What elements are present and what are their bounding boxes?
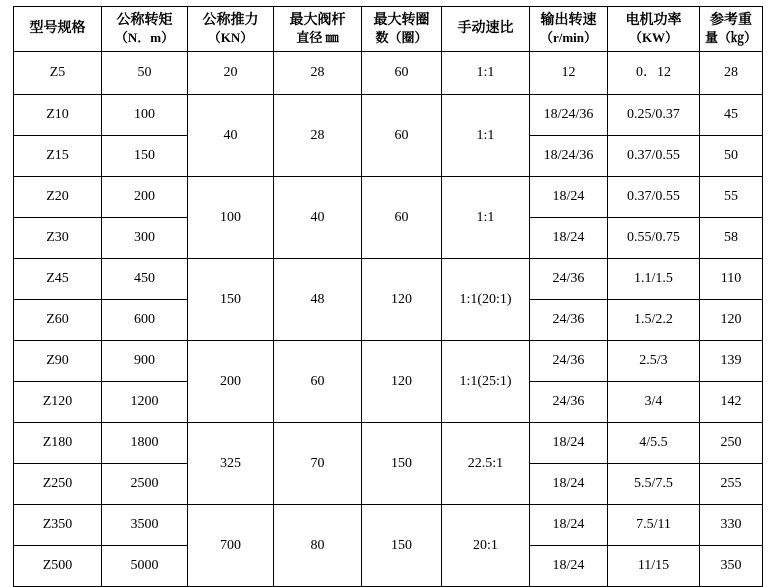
- cell-model: Z5: [14, 52, 102, 95]
- cell-motor-power: 11/15: [608, 546, 700, 587]
- cell-model: Z250: [14, 464, 102, 505]
- cell-stem-diameter: 80: [274, 505, 362, 587]
- cell-manual-ratio: 1:1: [442, 95, 530, 177]
- header-cell-manual-ratio: [442, 7, 530, 52]
- header-unit: （KW）: [628, 29, 679, 45]
- cell-max-turns: 60: [362, 52, 442, 95]
- cell-weight: 55: [700, 177, 763, 218]
- table-row: [14, 505, 763, 546]
- header-row: [14, 7, 763, 52]
- table-header: [14, 7, 763, 52]
- cell-output-speed: 18/24: [530, 423, 608, 464]
- cell-weight: 350: [700, 546, 763, 587]
- cell-output-speed: 24/36: [530, 300, 608, 341]
- cell-model: Z350: [14, 505, 102, 546]
- cell-model: Z30: [14, 218, 102, 259]
- cell-motor-power: 0．12: [608, 52, 700, 95]
- cell-stem-diameter: 60: [274, 341, 362, 423]
- header-title: 型号规格: [29, 21, 86, 37]
- cell-motor-power: 0.25/0.37: [608, 95, 700, 136]
- header-cell-max-turns: [362, 7, 442, 52]
- table-body: [14, 52, 763, 587]
- cell-torque: 450: [102, 259, 188, 300]
- cell-weight: 255: [700, 464, 763, 505]
- cell-torque: 200: [102, 177, 188, 218]
- cell-thrust: 700: [188, 505, 274, 587]
- cell-torque: 600: [102, 300, 188, 341]
- cell-max-turns: 60: [362, 95, 442, 177]
- cell-output-speed: 18/24: [530, 546, 608, 587]
- cell-torque: 100: [102, 95, 188, 136]
- cell-output-speed: 24/36: [530, 382, 608, 423]
- cell-weight: 50: [700, 136, 763, 177]
- cell-max-turns: 120: [362, 259, 442, 341]
- header-unit: （r/min）: [539, 29, 598, 45]
- specification-table: [13, 6, 763, 587]
- cell-output-speed: 24/36: [530, 259, 608, 300]
- cell-manual-ratio: 1:1: [442, 52, 530, 95]
- cell-weight: 120: [700, 300, 763, 341]
- cell-thrust: 325: [188, 423, 274, 505]
- cell-torque: 900: [102, 341, 188, 382]
- header-cell-model: [14, 7, 102, 52]
- header-cell-output-speed: [530, 7, 608, 52]
- cell-output-speed: 12: [530, 52, 608, 95]
- cell-thrust: 20: [188, 52, 274, 95]
- header-title: 最大阀杆: [289, 13, 346, 29]
- table-row: [14, 52, 763, 95]
- cell-weight: 139: [700, 341, 763, 382]
- cell-torque: 1800: [102, 423, 188, 464]
- cell-max-turns: 120: [362, 341, 442, 423]
- cell-manual-ratio: 22.5:1: [442, 423, 530, 505]
- header-cell-weight: [700, 7, 763, 52]
- cell-weight: 28: [700, 52, 763, 95]
- cell-thrust: 40: [188, 95, 274, 177]
- header-cell-thrust: [188, 7, 274, 52]
- cell-stem-diameter: 40: [274, 177, 362, 259]
- cell-torque: 5000: [102, 546, 188, 587]
- cell-output-speed: 24/36: [530, 341, 608, 382]
- header-title: 公称转矩: [116, 13, 173, 29]
- header-cell-stem-diameter: [274, 7, 362, 52]
- table-row: [14, 423, 763, 464]
- header-title: 输出转速: [540, 13, 597, 29]
- cell-weight: 45: [700, 95, 763, 136]
- cell-model: Z10: [14, 95, 102, 136]
- cell-output-speed: 18/24: [530, 177, 608, 218]
- cell-motor-power: 4/5.5: [608, 423, 700, 464]
- cell-model: Z120: [14, 382, 102, 423]
- header-title: 最大转圈: [373, 13, 430, 29]
- cell-weight: 110: [700, 259, 763, 300]
- cell-weight: 142: [700, 382, 763, 423]
- cell-model: Z45: [14, 259, 102, 300]
- table-row: [14, 259, 763, 300]
- table-row: [14, 177, 763, 218]
- header-title: 参考重: [710, 13, 752, 29]
- cell-model: Z90: [14, 341, 102, 382]
- cell-motor-power: 1.5/2.2: [608, 300, 700, 341]
- cell-motor-power: 3/4: [608, 382, 700, 423]
- cell-stem-diameter: 28: [274, 95, 362, 177]
- header-title: 电机功率: [625, 13, 682, 29]
- cell-max-turns: 150: [362, 505, 442, 587]
- cell-motor-power: 0.55/0.75: [608, 218, 700, 259]
- cell-motor-power: 5.5/7.5: [608, 464, 700, 505]
- cell-output-speed: 18/24: [530, 505, 608, 546]
- cell-model: Z20: [14, 177, 102, 218]
- cell-torque: 3500: [102, 505, 188, 546]
- cell-manual-ratio: 20:1: [442, 505, 530, 587]
- table-row: [14, 341, 763, 382]
- header-cell-motor-power: [608, 7, 700, 52]
- header-title: 手动速比: [457, 21, 514, 37]
- cell-torque: 1200: [102, 382, 188, 423]
- cell-max-turns: 150: [362, 423, 442, 505]
- cell-torque: 50: [102, 52, 188, 95]
- cell-stem-diameter: 70: [274, 423, 362, 505]
- cell-weight: 58: [700, 218, 763, 259]
- cell-manual-ratio: 1:1(20:1): [442, 259, 530, 341]
- table-row: [14, 95, 763, 136]
- cell-weight: 330: [700, 505, 763, 546]
- cell-manual-ratio: 1:1: [442, 177, 530, 259]
- header-unit: 直径 ㎜: [296, 29, 339, 45]
- cell-motor-power: 0.37/0.55: [608, 136, 700, 177]
- cell-model: Z15: [14, 136, 102, 177]
- header-unit: 数（圈）: [375, 29, 428, 45]
- cell-motor-power: 1.1/1.5: [608, 259, 700, 300]
- header-title: 公称推力: [202, 13, 259, 29]
- cell-stem-diameter: 48: [274, 259, 362, 341]
- cell-motor-power: 2.5/3: [608, 341, 700, 382]
- cell-model: Z60: [14, 300, 102, 341]
- cell-thrust: 200: [188, 341, 274, 423]
- cell-motor-power: 0.37/0.55: [608, 177, 700, 218]
- cell-torque: 300: [102, 218, 188, 259]
- cell-torque: 150: [102, 136, 188, 177]
- cell-stem-diameter: 28: [274, 52, 362, 95]
- cell-manual-ratio: 1:1(25:1): [442, 341, 530, 423]
- cell-output-speed: 18/24: [530, 464, 608, 505]
- cell-weight: 250: [700, 423, 763, 464]
- cell-torque: 2500: [102, 464, 188, 505]
- cell-output-speed: 18/24/36: [530, 136, 608, 177]
- cell-thrust: 100: [188, 177, 274, 259]
- header-unit: （N．m）: [114, 29, 175, 45]
- cell-max-turns: 60: [362, 177, 442, 259]
- cell-output-speed: 18/24/36: [530, 95, 608, 136]
- header-unit: 量（㎏）: [704, 29, 757, 45]
- cell-output-speed: 18/24: [530, 218, 608, 259]
- cell-model: Z500: [14, 546, 102, 587]
- header-cell-torque: [102, 7, 188, 52]
- cell-thrust: 150: [188, 259, 274, 341]
- cell-model: Z180: [14, 423, 102, 464]
- cell-motor-power: 7.5/11: [608, 505, 700, 546]
- header-unit: （KN）: [207, 29, 254, 45]
